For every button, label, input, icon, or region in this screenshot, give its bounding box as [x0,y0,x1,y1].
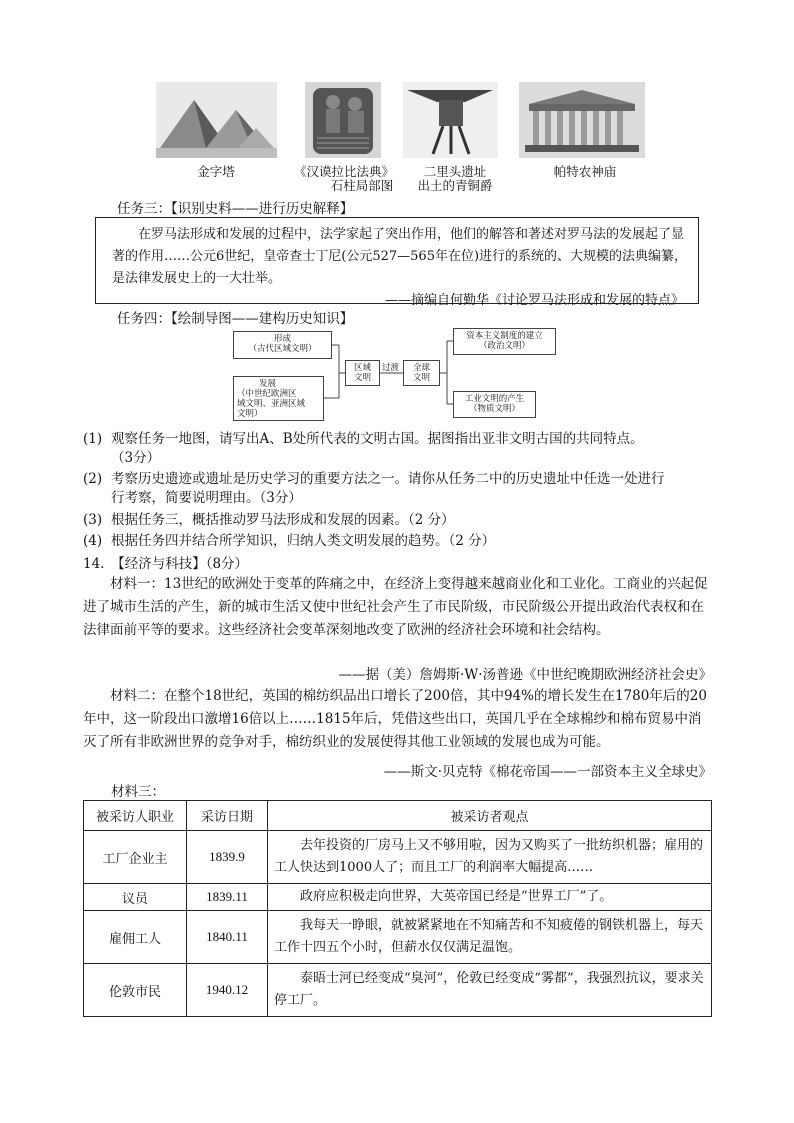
mindmap-form-node [233,331,332,359]
question-text: 根据任务四并结合所学知识，归纳人类文明发展的趋势。（2 分） [111,533,496,549]
material-2-source: ——斯文·贝克特《棉花帝国——一部资本主义全球史》 [383,764,712,780]
material-3-label: 材料三： [111,784,165,800]
mindmap-capitalism-node [453,328,556,355]
question-2 [83,470,723,508]
table-row [84,911,712,964]
question-number: (3) [83,512,103,528]
question-continuation: （3分） [111,450,161,466]
question-text: 根据任务三，概括推动罗马法形成和发展的因素。（2 分） [111,512,455,528]
mindmap-develop-node [233,376,324,421]
mindmap-text: 文明） [237,409,263,419]
table-cell-date: 1840.11 [187,911,268,964]
table-cell-view: 去年投资的厂房马上又不够用啦，因为又购买了一批纺织机器；雇用的工人快达到1000人了；而且工厂的利润率大幅提高…… [268,831,712,884]
caption-line: 《汉谟拉比法典》 [293,164,394,179]
table-header-job: 被采访人职业 [84,801,187,831]
mindmap-text: 形成 [273,334,291,344]
mindmap-text: 发展 [259,379,277,389]
question-1 [83,430,723,468]
task3-quote: 在罗马法形成和发展的过程中，法学家起了突出作用，他们的解答和著述对罗马法的发展起了显著的作用……公元6世纪，皇帝查士丁尼(公元527—565年在位)进行的系统的、大规模的法典编纂，是法律发展史上的一大壮举。 [112,227,688,286]
table-cell-view: 泰晤士河已经变成“臭河”，伦敦已经变成“雾都”，我强烈抗议，要求关停工厂。 [268,964,712,1017]
task3-source: ——摘编自何勤华《讨论罗马法形成和发展的特点》 [384,293,684,308]
table-row [84,964,712,1017]
table-header-date: 采访日期 [187,801,268,831]
question-continuation: 行考察，简要说明理由。（3分） [111,490,302,506]
mindmap-text: 资本主义制度的建立 [466,331,543,341]
mindmap-text: 工业文明的产生 [464,394,525,404]
caption-line: 出土的青铜爵 [417,178,493,193]
table-row [84,831,712,884]
interview-table [83,800,712,1017]
caption-line: 石柱局部图 [330,178,394,193]
mindmap-text: 区域 [353,363,371,373]
q14-heading: 14. 【经济与科技】（8分） [83,556,249,572]
caption-line: 帕特农神庙 [553,164,617,179]
table-cell-job: 伦敦市民 [84,964,187,1017]
table-row [84,884,712,911]
table-header-view: 被采访者观点 [268,801,712,831]
question-number: (4) [83,533,103,549]
material-1: 材料一：13世纪的欧洲处于变革的阵痛之中，在经济上变得越来越商业化和工业化。工商业的兴起促进了城市生活的产生，新的城市生活又使中世纪社会产生了市民阶级，市民阶级公开提出政治代表权和在法律面前平等的要求。这些经济社会变革深刻地改变了欧洲的经济社会环境和社会结构。 [83,576,708,638]
caption-line: 二里头遗址 [423,164,487,179]
question-text: 观察任务一地图，请写出A、B处所代表的文明古国。据图指出亚非文明古国的共同特点。 [111,431,644,447]
mindmap-text: （中世纪欧洲区 [237,389,297,399]
mindmap-industrial-node [453,391,536,418]
table-header-row [84,801,712,831]
task3-title: 任务三：【识别史料——进行历史解释】 [117,201,354,217]
mindmap-text: （政治文明） [478,341,530,351]
question-text: 考察历史遗迹或遗址是历史学习的重要方法之一。请你从任务二中的历史遗址中任选一处进行 [111,471,665,487]
question-number: (2) [83,471,103,487]
question-3 [83,511,723,530]
task4-title: 任务四：【绘制导图——建构历史知识】 [117,311,354,327]
table-cell-job: 议员 [84,884,187,911]
mindmap-text: （古代区域文明） [248,344,317,354]
table-cell-job: 工厂企业主 [84,831,187,884]
table-cell-date: 1839.9 [187,831,268,884]
mindmap-text: 文明 [412,373,430,383]
mindmap-text: 域文明、亚洲区域 [237,399,306,409]
table-cell-view: 我每天一睁眼，就被紧紧地在不知痛苦和不知疲倦的钢铁机器上，每天工作十四五个小时，但薪水仅仅满足温饱。 [268,911,712,964]
caption-line: 金字塔 [197,164,235,179]
material-1-source: ——据（美）詹姆斯·W·汤普逊《中世纪晚期欧洲经济社会史》 [338,667,712,683]
table-cell-job: 雇佣工人 [84,911,187,964]
mindmap-text: 文明 [353,373,371,383]
question-number: (1) [83,431,103,447]
question-4 [83,532,723,551]
table-cell-date: 1839.11 [187,884,268,911]
table-cell-view: 政府应积极走向世界，大英帝国已经是“世界工厂”了。 [268,884,712,911]
material-2: 材料二：在整个18世纪，英国的棉纺织品出口增长了200倍，其中94%的增长发生在1780年后的20年中，这一阶段出口激增16倍以上……1815年后，凭借这些出口，英国几乎在全球棉纱和棉布贸易中消灭了所有非欧洲世界的竞争对手，棉纺织业的发展使得其他工业领域的发展也成为可能。 [83,688,707,750]
mindmap-text: （物质文明） [468,404,520,414]
mindmap-transition-label: 过渡 [382,363,400,373]
mindmap-text: 全球 [412,363,430,373]
table-cell-date: 1940.12 [187,964,268,1017]
mindmap-global-node [403,360,440,386]
mindmap-region-node [345,360,380,386]
